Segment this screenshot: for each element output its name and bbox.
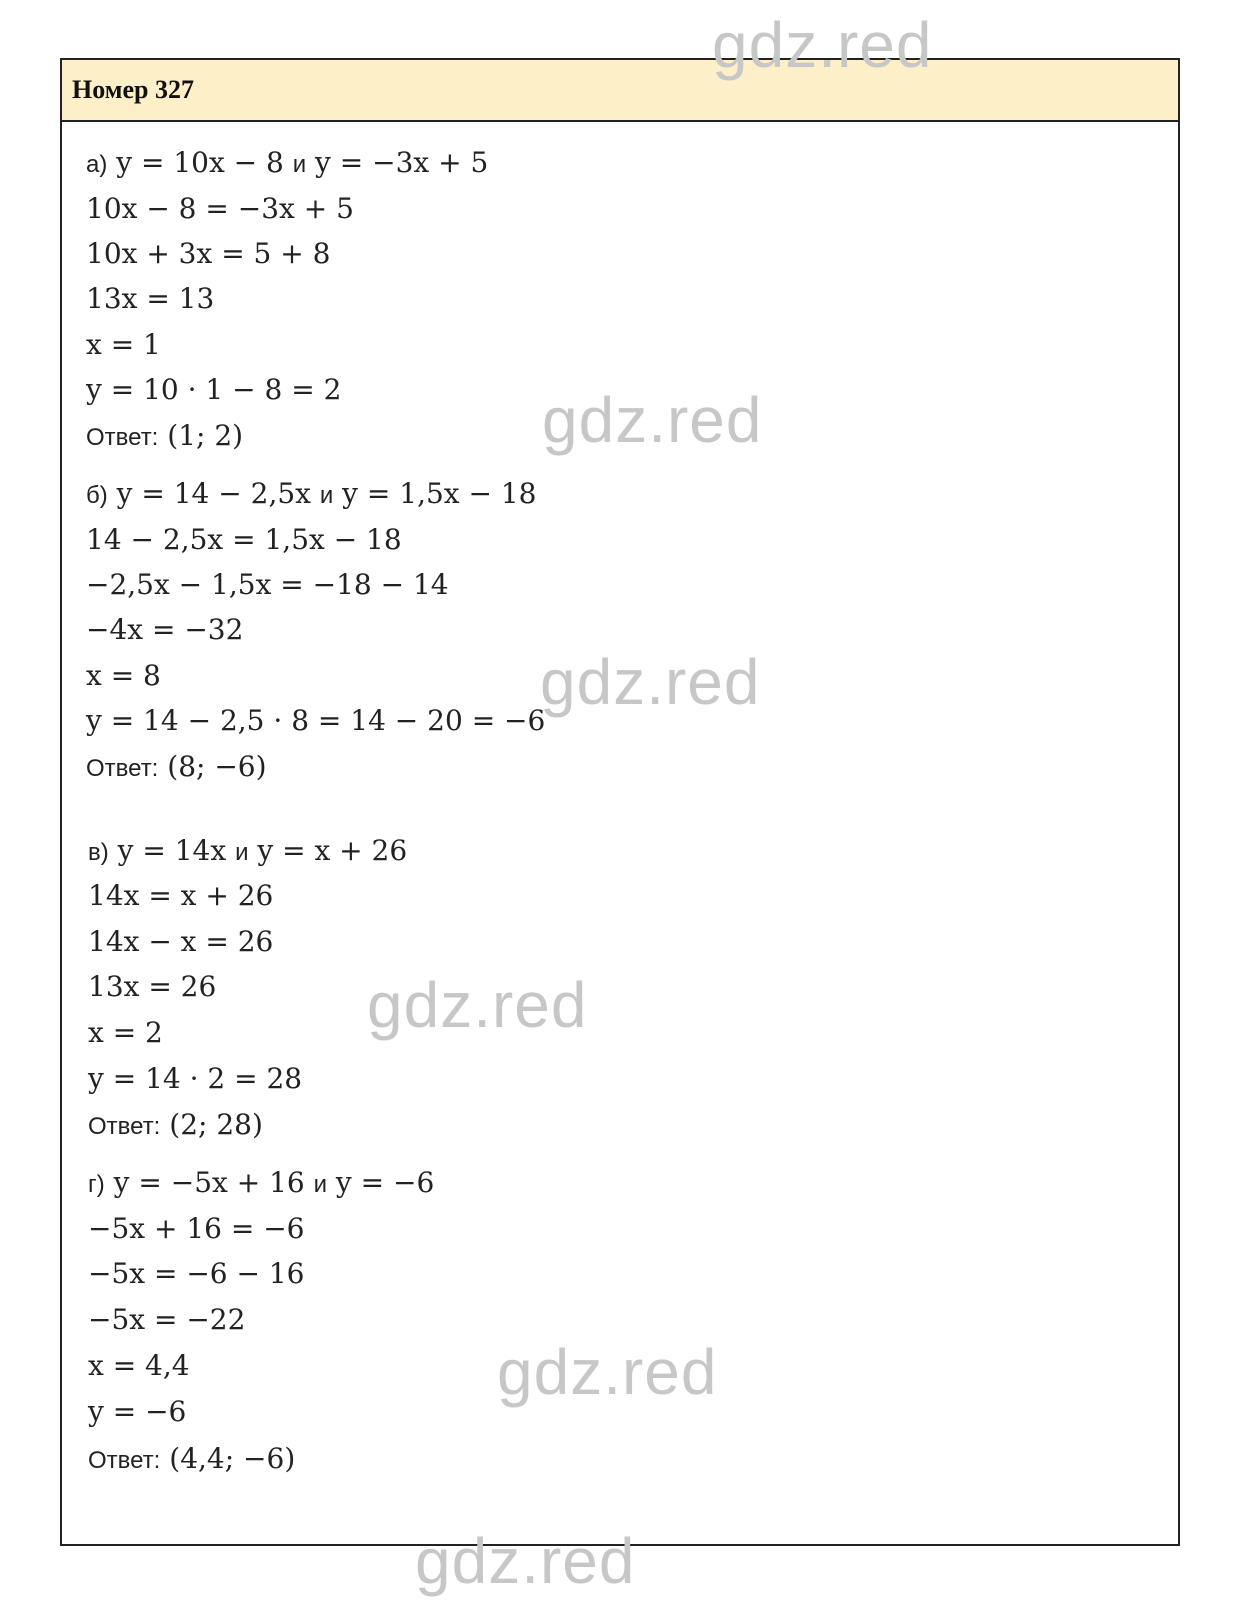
watermark: gdz.red xyxy=(497,1336,718,1408)
part-c-step: 14x − x = 26 xyxy=(88,925,274,958)
part-a-label: а) xyxy=(86,151,108,178)
part-b-step: x = 8 xyxy=(86,659,161,692)
part-a-step: 13x = 13 xyxy=(86,282,215,315)
solution-card xyxy=(60,58,1180,1546)
answer-label: Ответ: xyxy=(88,1113,161,1140)
part-d-step: −5x + 16 = −6 xyxy=(88,1212,305,1245)
part-a-answer xyxy=(86,419,243,452)
part-c-conj: и xyxy=(235,839,249,866)
part-b-step: −4x = −32 xyxy=(86,613,244,646)
watermark: gdz.red xyxy=(712,9,933,81)
watermark: gdz.red xyxy=(367,969,588,1041)
part-b-step: 14 − 2,5x = 1,5x − 18 xyxy=(86,523,402,556)
part-c-statement xyxy=(88,834,407,867)
part-c-step: x = 2 xyxy=(88,1016,163,1049)
part-a-conj: и xyxy=(292,151,307,178)
part-d-step: y = −6 xyxy=(88,1395,187,1428)
answer-value: (1; 2) xyxy=(167,419,244,452)
part-b-answer xyxy=(86,750,267,783)
answer-label: Ответ: xyxy=(86,755,159,782)
answer-label: Ответ: xyxy=(88,1447,161,1474)
part-d-answer xyxy=(88,1442,295,1475)
answer-value: (4,4; −6) xyxy=(169,1442,296,1475)
card-header xyxy=(62,60,1178,122)
part-d-step: x = 4,4 xyxy=(88,1349,190,1382)
part-c-answer xyxy=(88,1108,263,1141)
part-d-label: г) xyxy=(88,1171,105,1198)
answer-value: (8; −6) xyxy=(167,750,267,783)
part-c-step: y = 14 · 2 = 28 xyxy=(88,1062,303,1095)
part-d-step: −5x = −6 − 16 xyxy=(88,1257,305,1290)
answer-label: Ответ: xyxy=(86,424,159,451)
watermark: gdz.red xyxy=(542,384,763,456)
problem-title: Номер 327 xyxy=(72,75,194,104)
part-c-label: в) xyxy=(88,839,109,866)
part-a-eq1: y = 10x − 8 xyxy=(116,146,284,179)
answer-value: (2; 28) xyxy=(169,1108,263,1141)
part-b-step: −2,5x − 1,5x = −18 − 14 xyxy=(86,568,449,601)
part-d-eq1: y = −5x + 16 xyxy=(113,1166,305,1199)
watermark: gdz.red xyxy=(540,646,761,718)
watermark: gdz.red xyxy=(415,1525,636,1597)
part-c-eq2: y = x + 26 xyxy=(257,834,408,867)
part-b-eq2: y = 1,5x − 18 xyxy=(342,477,537,510)
part-b-eq1: y = 14 − 2,5x xyxy=(116,477,311,510)
part-b-statement xyxy=(86,477,536,510)
part-c-eq1: y = 14x xyxy=(117,834,227,867)
part-b-step: y = 14 − 2,5 · 8 = 14 − 20 = −6 xyxy=(86,704,546,737)
part-a-step: y = 10 · 1 − 8 = 2 xyxy=(86,373,342,406)
part-c-step: 13x = 26 xyxy=(88,970,217,1003)
part-d-conj: и xyxy=(313,1171,328,1198)
part-a-step: 10x − 8 = −3x + 5 xyxy=(86,192,354,225)
part-d-step: −5x = −22 xyxy=(88,1303,246,1336)
part-a-statement xyxy=(86,146,488,179)
part-b-conj: и xyxy=(319,482,334,509)
part-d-eq2: y = −6 xyxy=(335,1166,435,1199)
solution-content xyxy=(62,122,1178,1544)
part-b-label: б) xyxy=(86,482,108,509)
part-c-step: 14x = x + 26 xyxy=(88,879,274,912)
part-a-step: x = 1 xyxy=(86,328,161,361)
part-a-step: 10x + 3x = 5 + 8 xyxy=(86,237,331,270)
part-a-eq2: y = −3x + 5 xyxy=(315,146,489,179)
part-d-statement xyxy=(88,1166,434,1199)
